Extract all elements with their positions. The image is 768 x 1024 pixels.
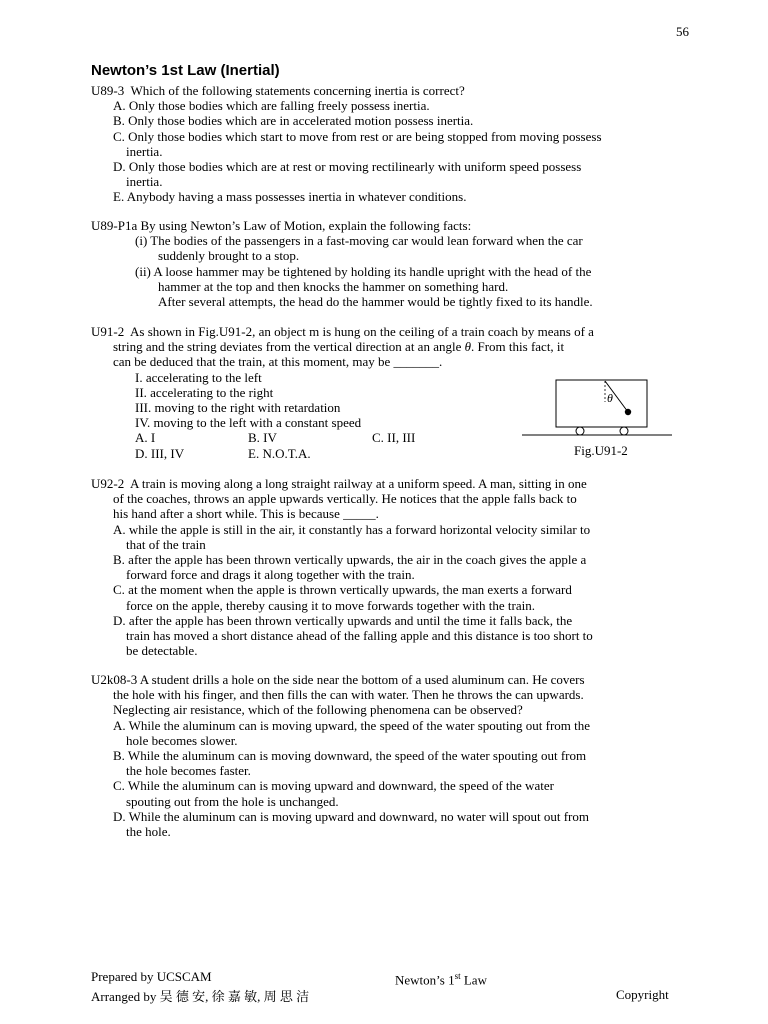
- option-c: C. While the aluminum can is moving upward and downward, the speed of the water: [113, 778, 554, 794]
- train-figure: [518, 372, 678, 468]
- option-a-cont: that of the train: [126, 536, 206, 552]
- option-c: C. Only those bodies which start to move from rest or are being stopped from moving possess: [113, 128, 602, 144]
- option-b: B. IV: [248, 430, 277, 446]
- statement-iv: IV. moving to the left with a constant speed: [135, 415, 362, 431]
- option-a-cont: hole becomes slower.: [126, 732, 238, 748]
- theta-label: θ: [607, 391, 613, 405]
- item-ii: (ii) A loose hammer may be tightened by holding its handle upright with the head of the: [135, 263, 592, 279]
- figure-caption: Fig.U91-2: [574, 443, 628, 458]
- question-id: U89-P1a: [91, 218, 138, 233]
- option-c-cont: force on the apple, thereby causing it to move forwards together with the train.: [126, 597, 536, 613]
- page-title: Newton’s 1st Law (Inertial): [91, 62, 280, 79]
- option-d-cont: inertia.: [126, 174, 163, 190]
- option-b: B. after the apple has been thrown vertically upwards, the air in the coach gives the apple a: [113, 551, 587, 567]
- question-id: U2k08-3: [91, 672, 138, 687]
- item-i: (i) The bodies of the passengers in a fast-moving car would lean forward when the car: [135, 233, 583, 249]
- wheel-right: [620, 427, 628, 435]
- option-b-cont: forward force and drags it along together with the train.: [126, 567, 415, 583]
- question-stem: Which of the following statements concerning inertia is correct?: [130, 83, 465, 98]
- footer-prepared: Prepared by UCSCAM: [91, 969, 212, 984]
- item-ii-cont2: After several attempts, the head do the hammer would be tightly fixed to its handle.: [158, 293, 593, 309]
- footer-copyright: Copyright: [616, 987, 669, 1002]
- option-d: D. III, IV: [135, 445, 185, 461]
- question-u89-3: [91, 83, 691, 205]
- statement-ii: II. accelerating to the right: [135, 384, 274, 400]
- item-ii-cont: hammer at the top and then knocks the hammer on something hard.: [158, 278, 509, 294]
- footer-arranged: Arranged by 吴 德 安, 徐 嘉 敏, 周 思 洁: [91, 989, 310, 1004]
- question-stem-line-2: the hole with his finger, and then fills the can with water. Then he throws the can upwards.: [113, 687, 584, 703]
- footer-chapter: [395, 971, 487, 988]
- question-stem-line-1: A student drills a hole on the side near the bottom of a used aluminum can. He covers: [139, 672, 585, 687]
- option-c-cont: spouting out from the hole is unchanged.: [126, 793, 339, 809]
- page-number: 56: [676, 24, 689, 39]
- option-a: A. I: [135, 430, 156, 446]
- option-a: A. While the aluminum can is moving upward, the speed of the water spouting out from the: [113, 717, 591, 733]
- option-d-cont: the hole.: [126, 823, 171, 839]
- option-d: D. While the aluminum can is moving upward and downward, no water will spout out from: [113, 808, 589, 824]
- footer-chapter-sup: st: [454, 971, 461, 981]
- question-stem-line-1: As shown in Fig.U91-2, an object m is hung on the ceiling of a train coach by means of a: [130, 324, 594, 339]
- option-c-cont: inertia.: [126, 143, 163, 159]
- statement-iii: III. moving to the right with retardation: [135, 399, 341, 415]
- question-u92-2: [91, 476, 691, 658]
- option-d: D. after the apple has been thrown vertically upwards and until the time it falls back, the: [113, 612, 573, 628]
- question-stem: By using Newton’s Law of Motion, explain the following facts:: [140, 218, 472, 233]
- option-e: E. N.O.T.A.: [248, 445, 311, 461]
- option-d-cont: train has moved a short distance ahead of the falling apple and this distance is too short to: [126, 627, 593, 643]
- option-d-cont2: be detectable.: [126, 643, 198, 659]
- mass-bob: [625, 409, 631, 415]
- option-a: A. while the apple is still in the air, it constantly has a forward horizontal velocity similar to: [113, 521, 591, 537]
- question-stem-line-3: Neglecting air resistance, which of the following phenomena can be observed?: [113, 702, 523, 718]
- statement-i: I. accelerating to the left: [135, 369, 262, 385]
- question-u89-p1a: [91, 218, 691, 309]
- footer-chapter-suffix: Law: [460, 972, 487, 988]
- item-i-cont: suddenly brought to a stop.: [158, 248, 300, 264]
- question-u2k08-3: [91, 672, 691, 839]
- wheel-left: [576, 427, 584, 435]
- question-id: U89-3: [91, 83, 125, 98]
- train-coach: [556, 380, 647, 427]
- question-stem-line-2b: . From this fact, it: [471, 339, 565, 355]
- question-stem-line-3: his hand after a short while. This is because _____.: [113, 506, 379, 522]
- theta-symbol: θ: [464, 339, 471, 355]
- option-e: E. Anybody having a mass possesses inertia in whatever conditions.: [113, 189, 467, 205]
- option-a: A. Only those bodies which are falling freely possess inertia.: [113, 98, 430, 114]
- option-b: B. Only those bodies which are in accelerated motion possess inertia.: [113, 113, 474, 129]
- option-b-cont: the hole becomes faster.: [126, 763, 251, 779]
- question-stem-line-2: string and the string deviates from the vertical direction at an angle: [113, 339, 462, 355]
- question-id: U91-2: [91, 324, 125, 339]
- question-stem-line-2: of the coaches, throws an apple upwards vertically. He notices that the apple falls back to: [113, 491, 577, 507]
- option-d: D. Only those bodies which are at rest or moving rectilinearly with uniform speed possess: [113, 158, 582, 174]
- question-stem-line-3: can be deduced that the train, at this moment, may be _______.: [113, 354, 443, 370]
- question-id: U92-2: [91, 476, 125, 491]
- option-c: C. II, III: [372, 430, 416, 446]
- footer-chapter-prefix: Newton’s 1: [395, 972, 455, 988]
- question-stem-line-1: A train is moving along a long straight railway at a uniform speed. A man, sitting in one: [130, 476, 587, 491]
- option-b: B. While the aluminum can is moving downward, the speed of the water spouting out from: [113, 747, 587, 763]
- option-c: C. at the moment when the apple is thrown vertically upwards, the man exerts a forward: [113, 582, 572, 598]
